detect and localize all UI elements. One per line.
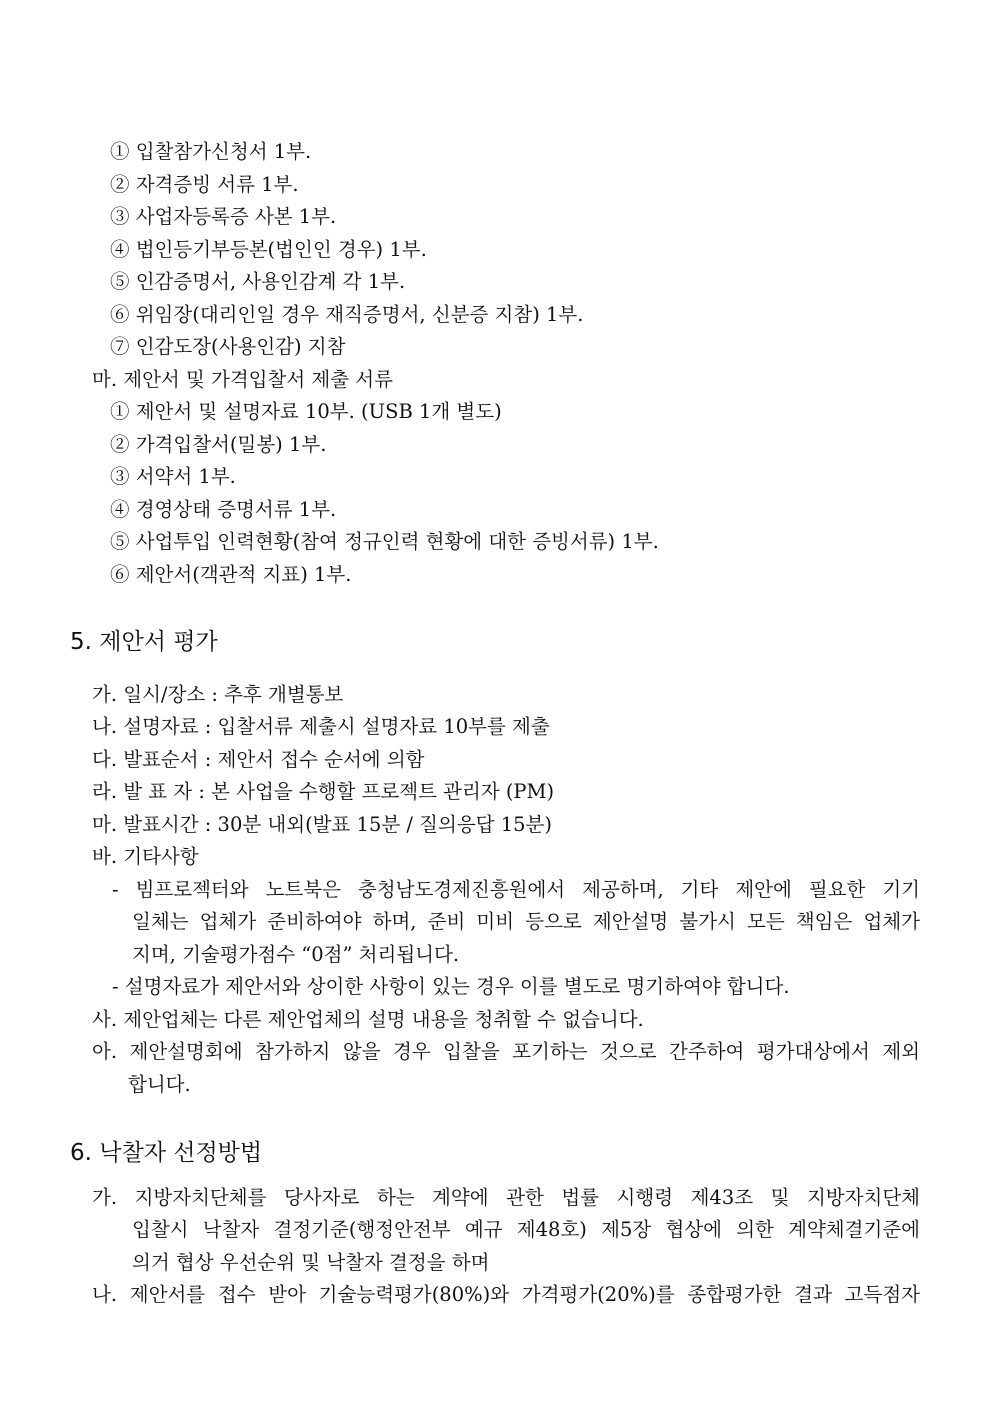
- list-item: ② 자격증빙 서류 1부.: [110, 173, 299, 196]
- paragraph-line: [92, 1281, 920, 1309]
- section5-ga: 가. 일시/장소 : 추후 개별통보: [92, 683, 344, 706]
- list-item: ④ 법인등기부등본(법인인 경우) 1부.: [110, 238, 427, 261]
- section6-ga-cont: 입찰시 낙찰자 결정기준(행정안전부 예규 제48호) 제5장 협상에 의한 계약체결기준에: [132, 1218, 920, 1241]
- list-item: ③ 서약서 1부.: [110, 465, 236, 488]
- section5-na: 나. 설명자료 : 입찰서류 제출시 설명자료 10부를 제출: [92, 715, 550, 738]
- section5-ba-detail-1-end: 지며, 기술평가점수 “0점” 처리됩니다.: [132, 943, 460, 966]
- section5-sa: 사. 제안업체는 다른 제안업체의 설명 내용을 청취할 수 없습니다.: [92, 1008, 644, 1031]
- section5-a-cont: 합니다.: [128, 1073, 191, 1096]
- section6-na: 나. 제안서를 접수 받아 기술능력평가(80%)와 가격평가(20%)를 종합평가한 결과 고득점자: [92, 1283, 920, 1306]
- list-item: ① 입찰참가신청서 1부.: [110, 140, 312, 163]
- section5-ba: 바. 기타사항: [92, 845, 199, 868]
- list-item: ③ 사업자등록증 사본 1부.: [110, 205, 337, 228]
- section-heading: 5. 제안서 평가: [70, 629, 218, 655]
- section5-da: 다. 발표순서 : 제안서 접수 순서에 의함: [92, 748, 425, 771]
- paragraph-line: [112, 876, 920, 904]
- section5-ba-detail-1: - 빔프로젝터와 노트북은 충청남도경제진흥원에서 제공하며, 기타 제안에 필요한 기기: [112, 878, 920, 901]
- list-item: ⑤ 사업투입 인력현황(참여 정규인력 현황에 대한 증빙서류) 1부.: [110, 530, 659, 553]
- section5-ba-detail-1-cont: 일체는 업체가 준비하여야 하며, 준비 미비 등으로 제안설명 불가시 모든 책임은 업체가: [132, 910, 920, 933]
- paragraph-line: [92, 1184, 920, 1212]
- list-item: ① 제안서 및 설명자료 10부. (USB 1개 별도): [110, 400, 502, 423]
- list-item: ⑦ 인감도장(사용인감) 지참: [110, 335, 346, 358]
- section5-ra: 라. 발 표 자 : 본 사업을 수행할 프로젝트 관리자 (PM): [92, 780, 555, 803]
- list-item: ④ 경영상태 증명서류 1부.: [110, 498, 337, 521]
- section5-ma: 마. 발표시간 : 30분 내외(발표 15분 / 질의응답 15분): [92, 813, 552, 836]
- list-item: ⑥ 제안서(객관적 지표) 1부.: [110, 563, 352, 586]
- section-heading: 6. 낙찰자 선정방법: [70, 1140, 263, 1166]
- section6-ga: 가. 지방자치단체를 당사자로 하는 계약에 관한 법률 시행령 제43조 및 지방자치단체: [92, 1186, 920, 1209]
- section6-ga-end: 의거 협상 우선순위 및 낙찰자 결정을 하며: [132, 1251, 490, 1274]
- paragraph-line: [92, 1038, 920, 1066]
- item-ma-title: 마. 제안서 및 가격입찰서 제출 서류: [92, 368, 393, 391]
- section5-ba-detail-2: - 설명자료가 제안서와 상이한 사항이 있는 경우 이를 별도로 명기하여야 합니다.: [112, 975, 790, 998]
- list-item: ② 가격입찰서(밀봉) 1부.: [110, 433, 327, 456]
- paragraph-line: [132, 1216, 920, 1244]
- section5-a: 아. 제안설명회에 참가하지 않을 경우 입찰을 포기하는 것으로 간주하여 평가대상에서 제외: [92, 1040, 920, 1063]
- paragraph-line: [132, 908, 920, 936]
- list-item: ⑥ 위임장(대리인일 경우 재직증명서, 신분증 지참) 1부.: [110, 303, 584, 326]
- list-item: ⑤ 인감증명서, 사용인감계 각 1부.: [110, 270, 406, 293]
